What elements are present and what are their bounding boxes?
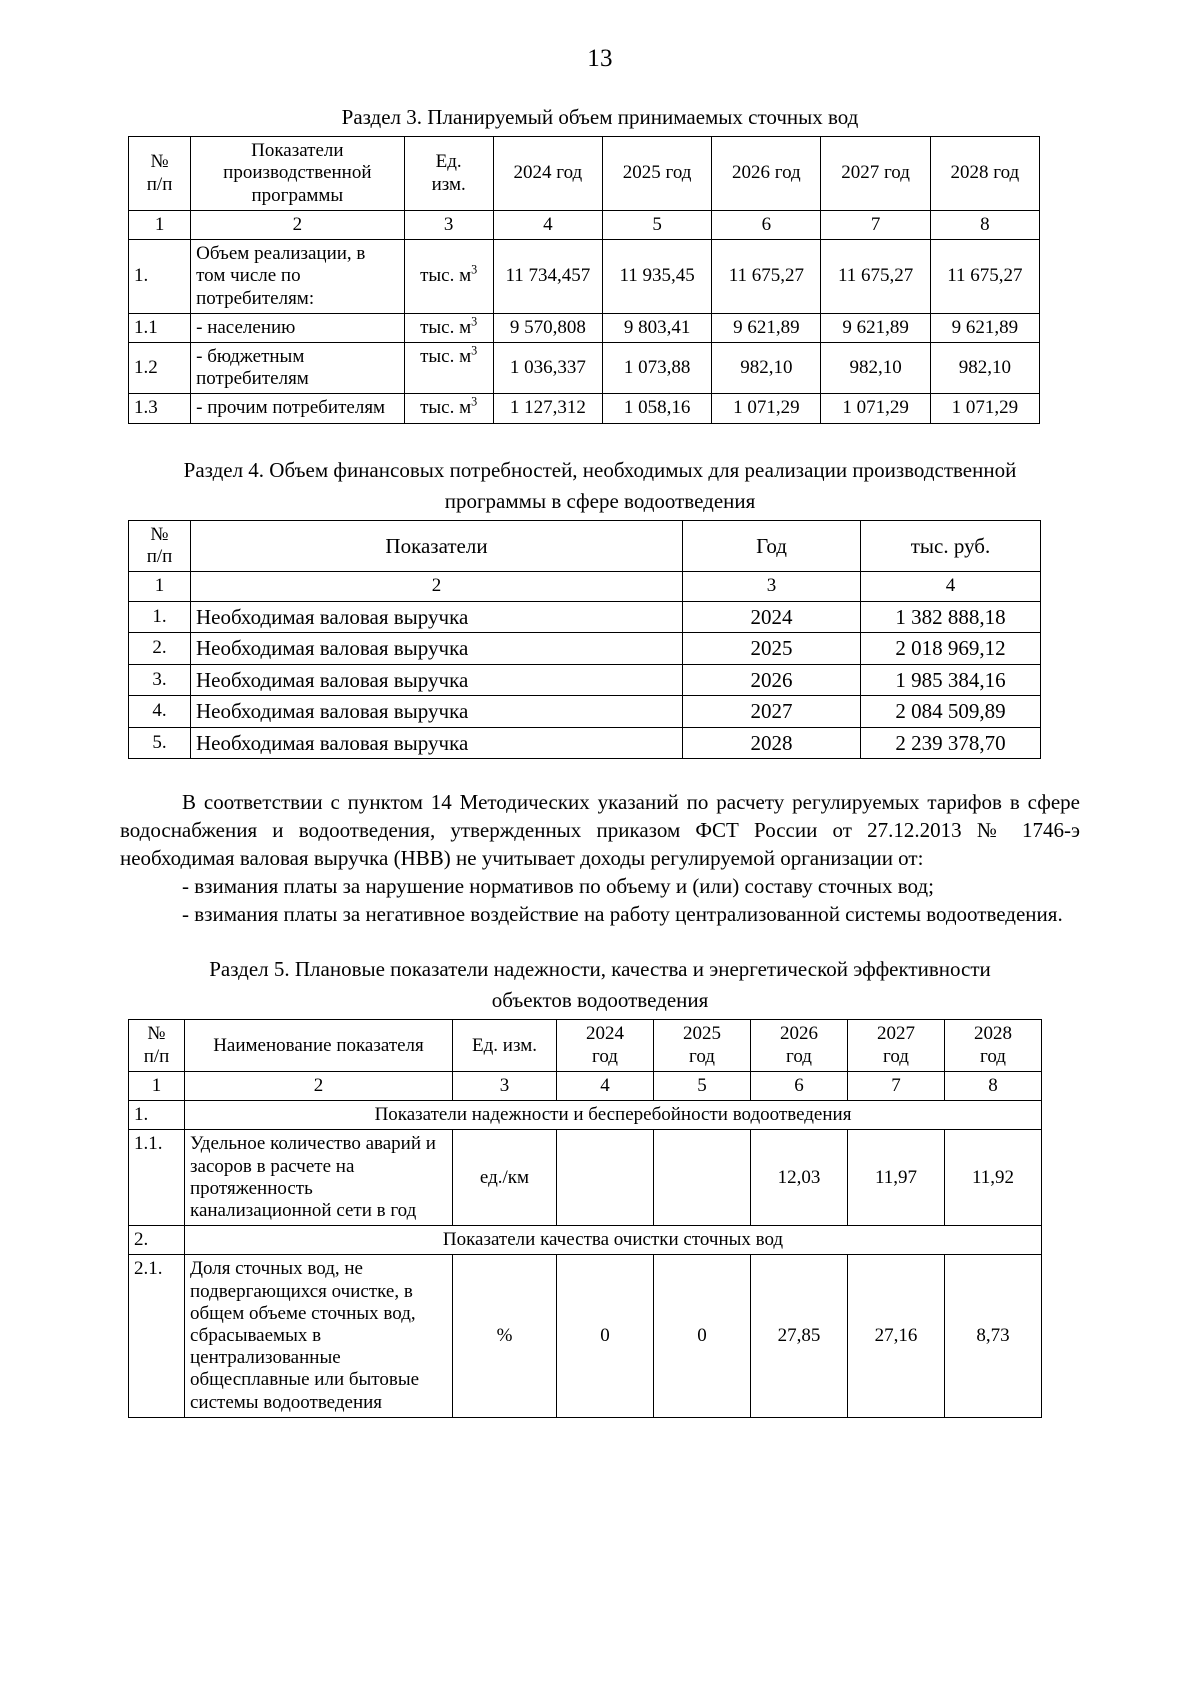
row-value-2028: 1 071,29 (930, 394, 1039, 423)
row-rub: 2 239 378,70 (861, 727, 1041, 759)
header-indicator-line1: Показатели (251, 140, 344, 162)
row-number: 1.3 (129, 394, 191, 423)
header-cell-year-2024 (557, 1020, 654, 1071)
row-indicator: Необходимая валовая выручка (191, 696, 683, 728)
header-number-line1: № (150, 151, 169, 173)
header-number-line2: п/п (146, 546, 173, 568)
unit-exponent: 3 (471, 314, 478, 329)
row-unit: ед./км (453, 1130, 557, 1226)
row-unit (404, 394, 493, 423)
page-number: 13 (587, 45, 613, 72)
header-indicator-line3: программы (251, 184, 344, 206)
colnum-6: 6 (712, 210, 821, 239)
colnum-2: 2 (191, 210, 404, 239)
row-value-2026: 982,10 (712, 342, 821, 393)
row-number: 2.1. (129, 1255, 185, 1418)
row-value-2024 (557, 1130, 654, 1226)
year-line2: год (980, 1045, 1006, 1067)
header-cell-indicator (191, 137, 404, 211)
header-cell-number (129, 137, 191, 211)
header-number-line1: № (150, 523, 169, 545)
colnum-8: 8 (930, 210, 1039, 239)
header-cell-year-2027 (848, 1020, 945, 1071)
year-line1: 2024 (586, 1023, 624, 1045)
unit-text: тыс. м (420, 265, 472, 287)
section4-title-line2: программы в сфере водоотведения (444, 488, 756, 513)
header-cell-indicator: Показатели (191, 520, 683, 571)
row-value-2026: 27,85 (751, 1255, 848, 1418)
body-paragraph: В соответствии с пунктом 14 Методических указаний по расчету регулируемых тарифов в сфере водоснабжения и водоотведения, утвержденных приказом ФСТ России от 27.12.2013 № 1746-э необходимая валовая выручка (НВВ) не учитывает доходы регулируемой организации от: (120, 790, 1080, 871)
section4-title-line1: Раздел 4. Объем финансовых потребностей, необходимых для реализации производственной (183, 457, 1017, 482)
header-cell-unit (404, 137, 493, 211)
row-number: 1.1. (129, 1130, 185, 1226)
colnum-8: 8 (945, 1071, 1042, 1100)
row-year: 2028 (683, 727, 861, 759)
row-rub: 1 985 384,16 (861, 664, 1041, 696)
row-indicator: - бюджетным потребителям (191, 342, 404, 393)
row-number: 1. (129, 240, 191, 314)
group-title: Показатели надежности и бесперебойности водоотведения (185, 1101, 1042, 1130)
row-value-2026: 12,03 (751, 1130, 848, 1226)
row-year: 2027 (683, 696, 861, 728)
colnum-1: 1 (129, 572, 191, 601)
row-value-2024: 0 (557, 1255, 654, 1418)
row-indicator: Доля сточных вод, не подвергающихся очистке, в общем объеме сточных вод, сбрасываемых в централизованные общесплавные или бытовые системы водоотведения (185, 1255, 453, 1418)
colnum-1: 1 (129, 210, 191, 239)
spacer (128, 929, 1072, 957)
section4-table (128, 520, 1041, 759)
group-title: Показатели качества очистки сточных вод (185, 1226, 1042, 1255)
header-cell-year-2026: 2026 год (712, 137, 821, 211)
row-indicator: Объем реализации, в том числе по потребителям: (191, 240, 404, 314)
section5-title-line1: Раздел 5. Плановые показатели надежности, качества и энергетической эффективности (209, 957, 991, 982)
table-group-row (129, 1101, 1042, 1130)
table-row (129, 601, 1041, 633)
header-cell-year-2025 (654, 1020, 751, 1071)
section3-title: Раздел 3. Планируемый объем принимаемых сточных вод (341, 105, 859, 129)
row-value-2024: 11 734,457 (493, 240, 602, 314)
row-rub: 2 084 509,89 (861, 696, 1041, 728)
row-unit (404, 240, 493, 314)
row-number: 1.2 (129, 342, 191, 393)
table-row (129, 342, 1040, 393)
colnum-4: 4 (861, 572, 1041, 601)
unit-exponent: 3 (471, 262, 478, 277)
row-value-2027: 9 621,89 (821, 313, 930, 342)
unit-exponent: 3 (471, 343, 478, 358)
row-unit (404, 342, 493, 393)
colnum-6: 6 (751, 1071, 848, 1100)
year-line1: 2027 (877, 1023, 915, 1045)
row-indicator: - населению (191, 313, 404, 342)
row-indicator: Необходимая валовая выручка (191, 633, 683, 665)
header-cell-number (129, 1020, 185, 1071)
header-cell-year-2028: 2028 год (930, 137, 1039, 211)
row-indicator: Удельное количество аварий и засоров в расчете на протяженность канализационной сети в год (185, 1130, 453, 1226)
header-indicator-line2: производственной (223, 162, 372, 184)
unit-text: тыс. м (420, 316, 472, 338)
colnum-5: 5 (603, 210, 712, 239)
row-value-2027: 11,97 (848, 1130, 945, 1226)
table-row (129, 1130, 1042, 1226)
row-unit: % (453, 1255, 557, 1418)
table-header-row (129, 137, 1040, 211)
colnum-1: 1 (129, 1071, 185, 1100)
row-year: 2024 (683, 601, 861, 633)
row-indicator: Необходимая валовая выручка (191, 727, 683, 759)
row-value-2025: 1 058,16 (603, 394, 712, 423)
row-number: 4. (129, 696, 191, 728)
year-line2: год (689, 1045, 715, 1067)
colnum-3: 3 (683, 572, 861, 601)
colnum-2: 2 (191, 572, 683, 601)
year-line1: 2025 (683, 1023, 721, 1045)
section3-table (128, 136, 1040, 423)
row-number: 5. (129, 727, 191, 759)
section5-table (128, 1019, 1042, 1418)
row-value-2025: 9 803,41 (603, 313, 712, 342)
unit-text: тыс. м (420, 397, 472, 419)
row-value-2028: 9 621,89 (930, 313, 1039, 342)
year-line2: год (592, 1045, 618, 1067)
row-unit (404, 313, 493, 342)
colnum-2: 2 (185, 1071, 453, 1100)
row-value-2026: 1 071,29 (712, 394, 821, 423)
row-value-2025: 1 073,88 (603, 342, 712, 393)
row-rub: 2 018 969,12 (861, 633, 1041, 665)
row-value-2026: 11 675,27 (712, 240, 821, 314)
row-value-2025: 11 935,45 (603, 240, 712, 314)
body-bullet-1: - взимания платы за нарушение нормативов по объему и (или) составу сточных вод; (182, 874, 934, 899)
row-indicator: Необходимая валовая выручка (191, 601, 683, 633)
spacer (128, 424, 1072, 458)
header-cell-unit: Ед. изм. (453, 1020, 557, 1071)
group-number: 2. (129, 1226, 185, 1255)
row-value-2024: 9 570,808 (493, 313, 602, 342)
header-number-line1: № (147, 1023, 166, 1045)
header-cell-year-2028 (945, 1020, 1042, 1071)
header-number-line2: п/п (143, 1045, 170, 1067)
row-value-2028: 11 675,27 (930, 240, 1039, 314)
header-unit-line2: изм. (431, 173, 466, 195)
colnum-7: 7 (821, 210, 930, 239)
header-cell-year-2024: 2024 год (493, 137, 602, 211)
header-number-line2: п/п (146, 173, 173, 195)
header-cell-rub: тыс. руб. (861, 520, 1041, 571)
colnum-4: 4 (557, 1071, 654, 1100)
row-value-2025: 0 (654, 1255, 751, 1418)
row-value-2024: 1 036,337 (493, 342, 602, 393)
row-value-2027: 982,10 (821, 342, 930, 393)
row-value-2025 (654, 1130, 751, 1226)
year-line2: год (883, 1045, 909, 1067)
body-bullet-2: - взимания платы за негативное воздействие на работу централизованной системы водоотведения. (182, 902, 1063, 927)
row-indicator: - прочим потребителям (191, 394, 404, 423)
year-line1: 2028 (974, 1023, 1012, 1045)
spacer (128, 759, 1072, 789)
year-line2: год (786, 1045, 812, 1067)
row-value-2027: 1 071,29 (821, 394, 930, 423)
table-row (129, 240, 1040, 314)
table-header-row (129, 520, 1041, 571)
year-line1: 2026 (780, 1023, 818, 1045)
row-value-2024: 1 127,312 (493, 394, 602, 423)
table-row (129, 1255, 1042, 1418)
header-cell-year-2025: 2025 год (603, 137, 712, 211)
row-year: 2026 (683, 664, 861, 696)
table-header-row (129, 1020, 1042, 1071)
table-group-row (129, 1226, 1042, 1255)
row-value-2026: 9 621,89 (712, 313, 821, 342)
header-cell-year-2027: 2027 год (821, 137, 930, 211)
header-cell-year: Год (683, 520, 861, 571)
row-indicator: Необходимая валовая выручка (191, 664, 683, 696)
row-number: 3. (129, 664, 191, 696)
row-rub: 1 382 888,18 (861, 601, 1041, 633)
row-number: 2. (129, 633, 191, 665)
header-cell-year-2026 (751, 1020, 848, 1071)
header-unit-line1: Ед. (435, 151, 462, 173)
row-value-2028: 11,92 (945, 1130, 1042, 1226)
section5-title-line2: объектов водоотведения (491, 988, 709, 1013)
table-row (129, 394, 1040, 423)
colnum-7: 7 (848, 1071, 945, 1100)
colnum-3: 3 (404, 210, 493, 239)
row-value-2028: 982,10 (930, 342, 1039, 393)
unit-exponent: 3 (471, 395, 478, 410)
colnum-3: 3 (453, 1071, 557, 1100)
row-value-2027: 27,16 (848, 1255, 945, 1418)
unit-text: тыс. м (420, 345, 472, 367)
colnum-5: 5 (654, 1071, 751, 1100)
table-row (129, 664, 1041, 696)
colnum-4: 4 (493, 210, 602, 239)
row-value-2028: 8,73 (945, 1255, 1042, 1418)
table-colnum-row (129, 210, 1040, 239)
header-cell-indicator: Наименование показателя (185, 1020, 453, 1071)
table-row (129, 633, 1041, 665)
row-value-2027: 11 675,27 (821, 240, 930, 314)
group-number: 1. (129, 1101, 185, 1130)
table-row (129, 727, 1041, 759)
table-row (129, 696, 1041, 728)
table-colnum-row (129, 1071, 1042, 1100)
row-year: 2025 (683, 633, 861, 665)
row-number: 1. (129, 601, 191, 633)
table-colnum-row (129, 572, 1041, 601)
header-cell-number (129, 520, 191, 571)
row-number: 1.1 (129, 313, 191, 342)
table-row (129, 313, 1040, 342)
